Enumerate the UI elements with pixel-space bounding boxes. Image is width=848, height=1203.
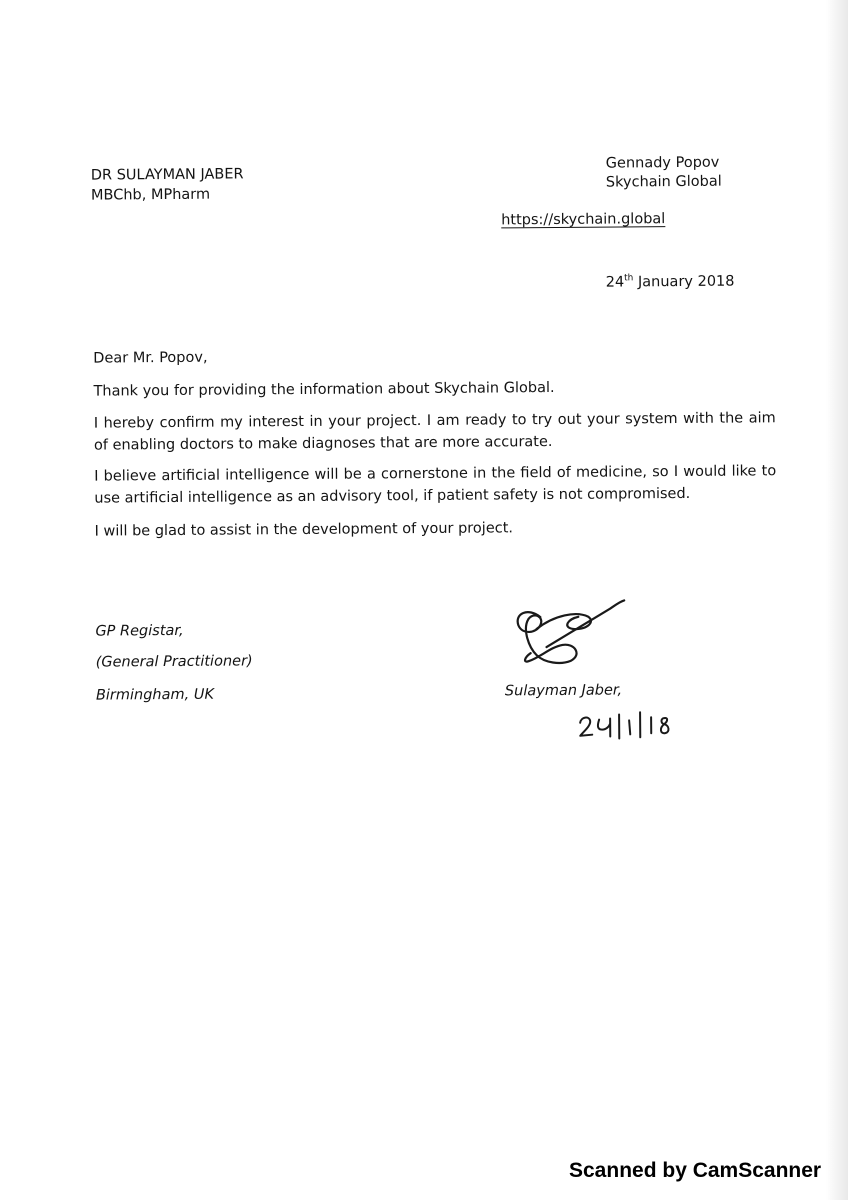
body-paragraph-4: I will be glad to assist in the development of your project. bbox=[94, 520, 514, 540]
recipient-name: Gennady Popov bbox=[605, 154, 720, 172]
date-day: 24 bbox=[605, 274, 625, 291]
recipient-organization: Skychain Global bbox=[605, 173, 722, 191]
handwritten-signature bbox=[506, 588, 637, 679]
date-month-year: January 2018 bbox=[633, 273, 735, 291]
closing-location: Birmingham, UK bbox=[95, 686, 215, 704]
salutation: Dear Mr. Popov, bbox=[93, 349, 208, 367]
body-paragraph-1: Thank you for providing the information about Skychain Global. bbox=[93, 379, 555, 400]
body-paragraph-2: I hereby confirm my interest in your project. I am ready to try out your system with the aim of enabling doctors to make diagnoses that are more accurate. bbox=[93, 410, 776, 454]
closing-role: GP Registar, bbox=[95, 622, 184, 640]
camscanner-watermark: Scanned by CamScanner bbox=[569, 1159, 822, 1182]
closing-role-detail: (General Practitioner) bbox=[95, 653, 253, 671]
handwritten-date bbox=[575, 704, 695, 743]
body-paragraph-3: I believe artificial intelligence will be a cornerstone in the field of medicine, so I would like to use artificial intelligence as an advisory tool, if patient safety is not compromised. bbox=[94, 463, 777, 507]
signer-name: Sulayman Jaber, bbox=[504, 682, 623, 700]
letter-date bbox=[606, 273, 735, 292]
recipient-website-link[interactable]: https://skychain.global bbox=[501, 211, 666, 229]
sender-qualifications: MBChb, MPharm bbox=[90, 186, 211, 204]
sender-name: DR SULAYMAN JABER bbox=[90, 166, 244, 184]
date-suffix: th bbox=[624, 273, 634, 284]
